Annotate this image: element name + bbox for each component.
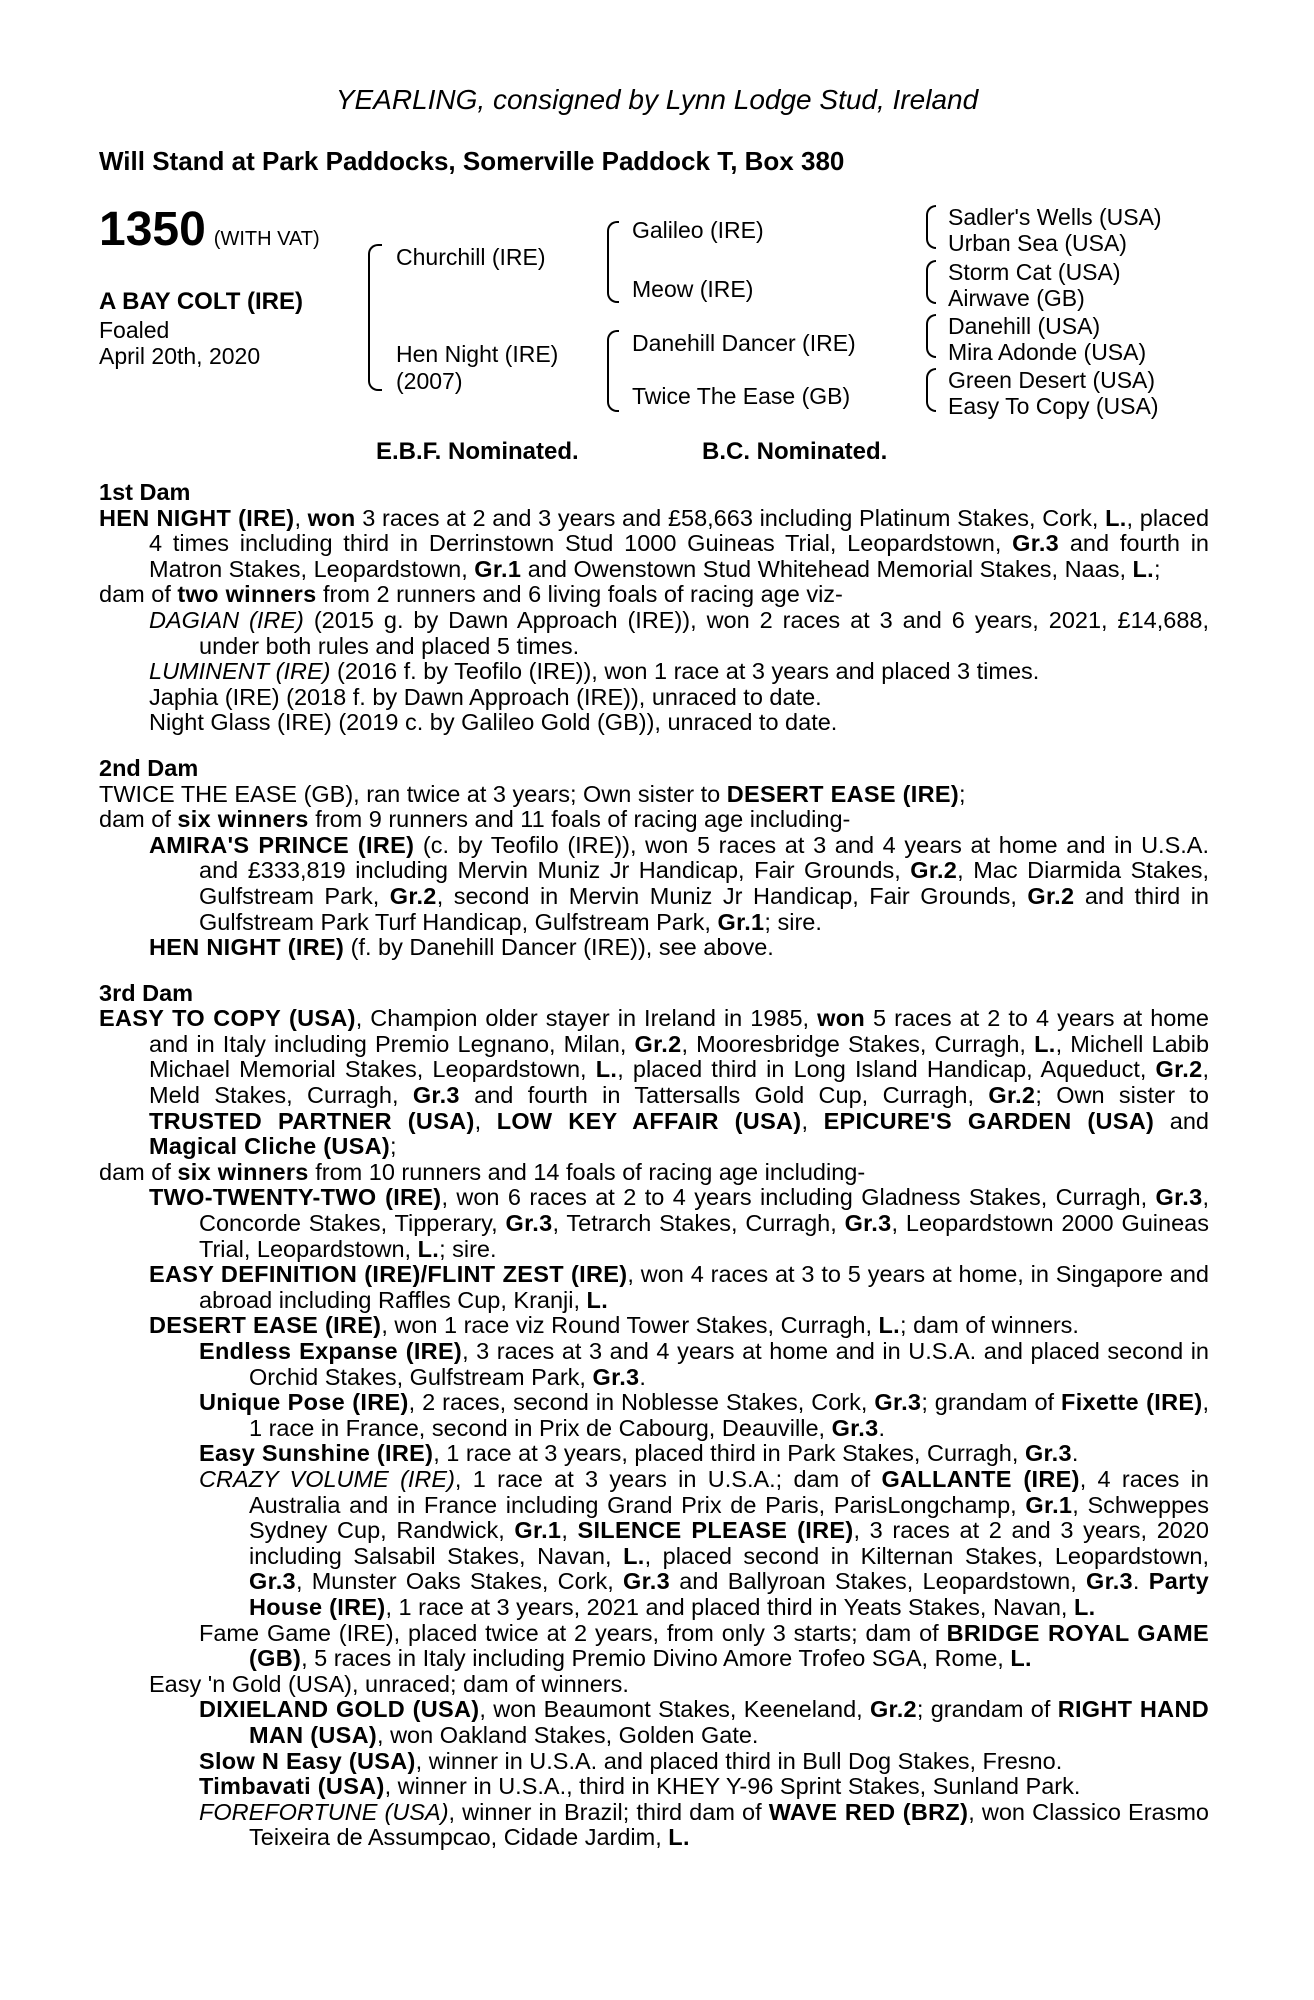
- second-dam-produce-summary: dam of six winners from 9 runners and 11 foals of racing age including-: [99, 806, 851, 833]
- produce-dagian: DAGIAN (IRE) (2015 g. by Dawn Approach (IRE)), won 2 races at 3 and 6 years, 2021, £14,688, under both rules and placed 5 times.: [149, 606, 1209, 659]
- sdd-name: Airwave (GB): [948, 285, 1085, 311]
- sire-brace: [607, 221, 619, 303]
- consignment-line: YEARLING, consigned by Lynn Lodge Stud, Ireland: [335, 84, 979, 115]
- produce-fame-game: Fame Game (IRE), placed twice at 2 years, from only 3 starts; dam of BRIDGE ROYAL GAME (GB), 5 races in Italy including Premio Divino Amore Trofeo SGA, Rome, L.: [199, 1619, 1209, 1672]
- produce-amiras-prince: AMIRA'S PRINCE (IRE) (c. by Teofilo (IRE)), won 5 races at 3 and 4 years at home and in U.S.A. and £333,819 including Mervin Muniz Jr Handicap, Fair Grounds, Gr.2, Mac Diarmida Stakes, Gulfstream Park, Gr.2, second in Mervin Muniz Jr Handicap, Fair Grounds, Gr.2 and third in Gulfstream Park Turf Handicap, Gulfstream Park, Gr.1; sire.: [149, 831, 1209, 935]
- dam-details: [99, 480, 1209, 1851]
- foaled-date: April 20th, 2020: [99, 343, 261, 369]
- produce-hen-night: HEN NIGHT (IRE) (f. by Danehill Dancer (IRE)), see above.: [149, 934, 774, 961]
- sire-sire: Galileo (IRE): [632, 217, 764, 243]
- danehill-dancer-brace: [926, 314, 936, 358]
- produce-slow-n-easy: Slow N Easy (USA), winner in U.S.A. and placed third in Bull Dog Stakes, Fresno.: [199, 1747, 1063, 1774]
- produce-desert-ease: DESERT EASE (IRE), won 1 race viz Round Tower Stakes, Curragh, L.; dam of winners.: [149, 1312, 1079, 1339]
- dam-year: (2007): [396, 368, 463, 394]
- bc-nomination: B.C. Nominated.: [702, 438, 888, 465]
- galileo-brace: [926, 205, 936, 249]
- second-dam-heading: 2nd Dam: [99, 754, 199, 781]
- dss-name: Danehill (USA): [948, 313, 1101, 339]
- first-dam-heading: 1st Dam: [99, 479, 191, 505]
- produce-night-glass: Night Glass (IRE) (2019 c. by Galileo Gold (GB)), unraced to date.: [149, 709, 838, 736]
- horse-title: A BAY COLT (IRE): [99, 288, 304, 315]
- produce-crazy-volume: CRAZY VOLUME (IRE), 1 race at 3 years in U.S.A.; dam of GALLANTE (IRE), 4 races in Australia and in France including Grand Prix de Paris, ParisLongchamp, Gr.1, Schweppes Sydney Cup, Randwick, Gr.1, SILENCE PLEASE (IRE), 3 races at 2 and 3 years, 2020 including Salsabil Stakes, Navan, L., placed second in Kilternan Stakes, Leopardstown, Gr.3, Munster Oaks Stakes, Cork, Gr.3 and Ballyroan Stakes, Leopardstown, Gr.3. Party House (IRE), 1 race at 3 years, 2021 and placed third in Yeats Stakes, Navan, L.: [199, 1465, 1210, 1620]
- lot-number-value: 1350: [99, 203, 206, 256]
- dds-name: Green Desert (USA): [948, 367, 1156, 393]
- produce-easy-definition: EASY DEFINITION (IRE)/FLINT ZEST (IRE), won 4 races at 3 to 5 years at home, in Singapore and abroad including Raffles Cup, Kranji, L.: [149, 1261, 1209, 1313]
- dam-sire: Danehill Dancer (IRE): [632, 330, 856, 356]
- produce-japhia: Japhia (IRE) (2018 f. by Dawn Approach (IRE)), unraced to date.: [149, 683, 822, 710]
- sire-dam-brace: [368, 244, 382, 391]
- ebf-nomination: E.B.F. Nominated.: [376, 438, 579, 465]
- produce-unique-pose: Unique Pose (IRE), 2 races, second in Noblesse Stakes, Cork, Gr.3; grandam of Fixette (IRE), 1 race in France, second in Prix de Cabourg, Deauville, Gr.3.: [199, 1389, 1209, 1441]
- produce-forefortune: FOREFORTUNE (USA), winner in Brazil; third dam of WAVE RED (BRZ), won Classico Erasmo Teixeira de Assumpcao, Cidade Jardim, L.: [199, 1798, 1209, 1851]
- twice-the-ease-brace: [926, 368, 936, 412]
- dam-brace: [607, 330, 619, 412]
- produce-timbavati: Timbavati (USA), winner in U.S.A., third in KHEY Y-96 Sprint Stakes, Sunland Park.: [199, 1773, 1081, 1800]
- stand-location: Will Stand at Park Paddocks, Somerville Paddock T, Box 380: [99, 146, 845, 176]
- lot-number: [99, 203, 320, 263]
- ddd-name: Easy To Copy (USA): [948, 393, 1159, 419]
- third-dam-heading: 3rd Dam: [99, 979, 194, 1006]
- vat-note: (WITH VAT): [213, 228, 320, 250]
- produce-two-twenty-two: TWO-TWENTY-TWO (IRE), won 6 races at 2 to 4 years including Gladness Stakes, Curragh, Gr.3, Concorde Stakes, Tipperary, Gr.3, Tetrarch Stakes, Curragh, Gr.3, Leopardstown 2000 Guineas Trial, Leopardstown, L.; sire.: [149, 1184, 1209, 1262]
- second-dam-entry: TWICE THE EASE (GB), ran twice at 3 years; Own sister to DESERT EASE (IRE);: [99, 780, 966, 807]
- produce-dixieland-gold: DIXIELAND GOLD (USA), won Beaumont Stakes, Keeneland, Gr.2; grandam of RIGHT HAND MAN (USA), won Oakland Stakes, Golden Gate.: [199, 1696, 1209, 1748]
- sire-dam: Meow (IRE): [632, 276, 754, 302]
- dsd-name: Mira Adonde (USA): [948, 339, 1147, 365]
- produce-easy-n-gold: Easy 'n Gold (USA), unraced; dam of winners.: [149, 1670, 629, 1697]
- sss-name: Sadler's Wells (USA): [948, 204, 1162, 230]
- dam-dam: Twice The Ease (GB): [632, 383, 851, 409]
- produce-easy-sunshine: Easy Sunshine (IRE), 1 race at 3 years, placed third in Park Stakes, Curragh, Gr.3.: [199, 1440, 1079, 1467]
- produce-luminent: LUMINENT (IRE) (2016 f. by Teofilo (IRE)), won 1 race at 3 years and placed 3 times.: [149, 658, 1040, 685]
- sire-name: Churchill (IRE): [396, 244, 546, 270]
- sds-name: Storm Cat (USA): [948, 259, 1121, 285]
- foaled-label: Foaled: [99, 317, 170, 343]
- third-dam-produce-summary: dam of six winners from 10 runners and 14 foals of racing age including-: [99, 1158, 866, 1185]
- produce-endless-expanse: Endless Expanse (IRE), 3 races at 3 and 4 years at home and in U.S.A. and placed second in Orchid Stakes, Gulfstream Park, Gr.3.: [199, 1338, 1209, 1390]
- dam-name: Hen Night (IRE): [396, 341, 559, 367]
- first-dam-produce-summary: dam of two winners from 2 runners and 6 living foals of racing age viz-: [99, 581, 843, 608]
- meow-brace: [926, 260, 936, 304]
- first-dam-entry: HEN NIGHT (IRE), won 3 races at 2 and 3 years and £58,663 including Platinum Stakes, Cork, L., placed 4 times including third in Derrinstown Stud 1000 Guineas Trial, Leopardstown, Gr.3 and fourth in Matron Stakes, Leopardstown, Gr.1 and Owenstown Stud Whitehead Memorial Stakes, Naas, L.;: [99, 504, 1210, 582]
- ssd-name: Urban Sea (USA): [948, 230, 1127, 256]
- third-dam-entry: EASY TO COPY (USA), Champion older stayer in Ireland in 1985, won 5 races at 2 to 4 years at home and in Italy including Premio Legnano, Milan, Gr.2, Mooresbridge Stakes, Curragh, L., Michell Labib Michael Memorial Stakes, Leopardstown, L., placed third in Long Island Handicap, Aqueduct, Gr.2, Meld Stakes, Curragh, Gr.3 and fourth in Tattersalls Gold Cup, Curragh, Gr.2; Own sister to TRUSTED PARTNER (USA), LOW KEY AFFAIR (USA), EPICURE'S GARDEN (USA) and Magical Cliche (USA);: [99, 1005, 1210, 1160]
